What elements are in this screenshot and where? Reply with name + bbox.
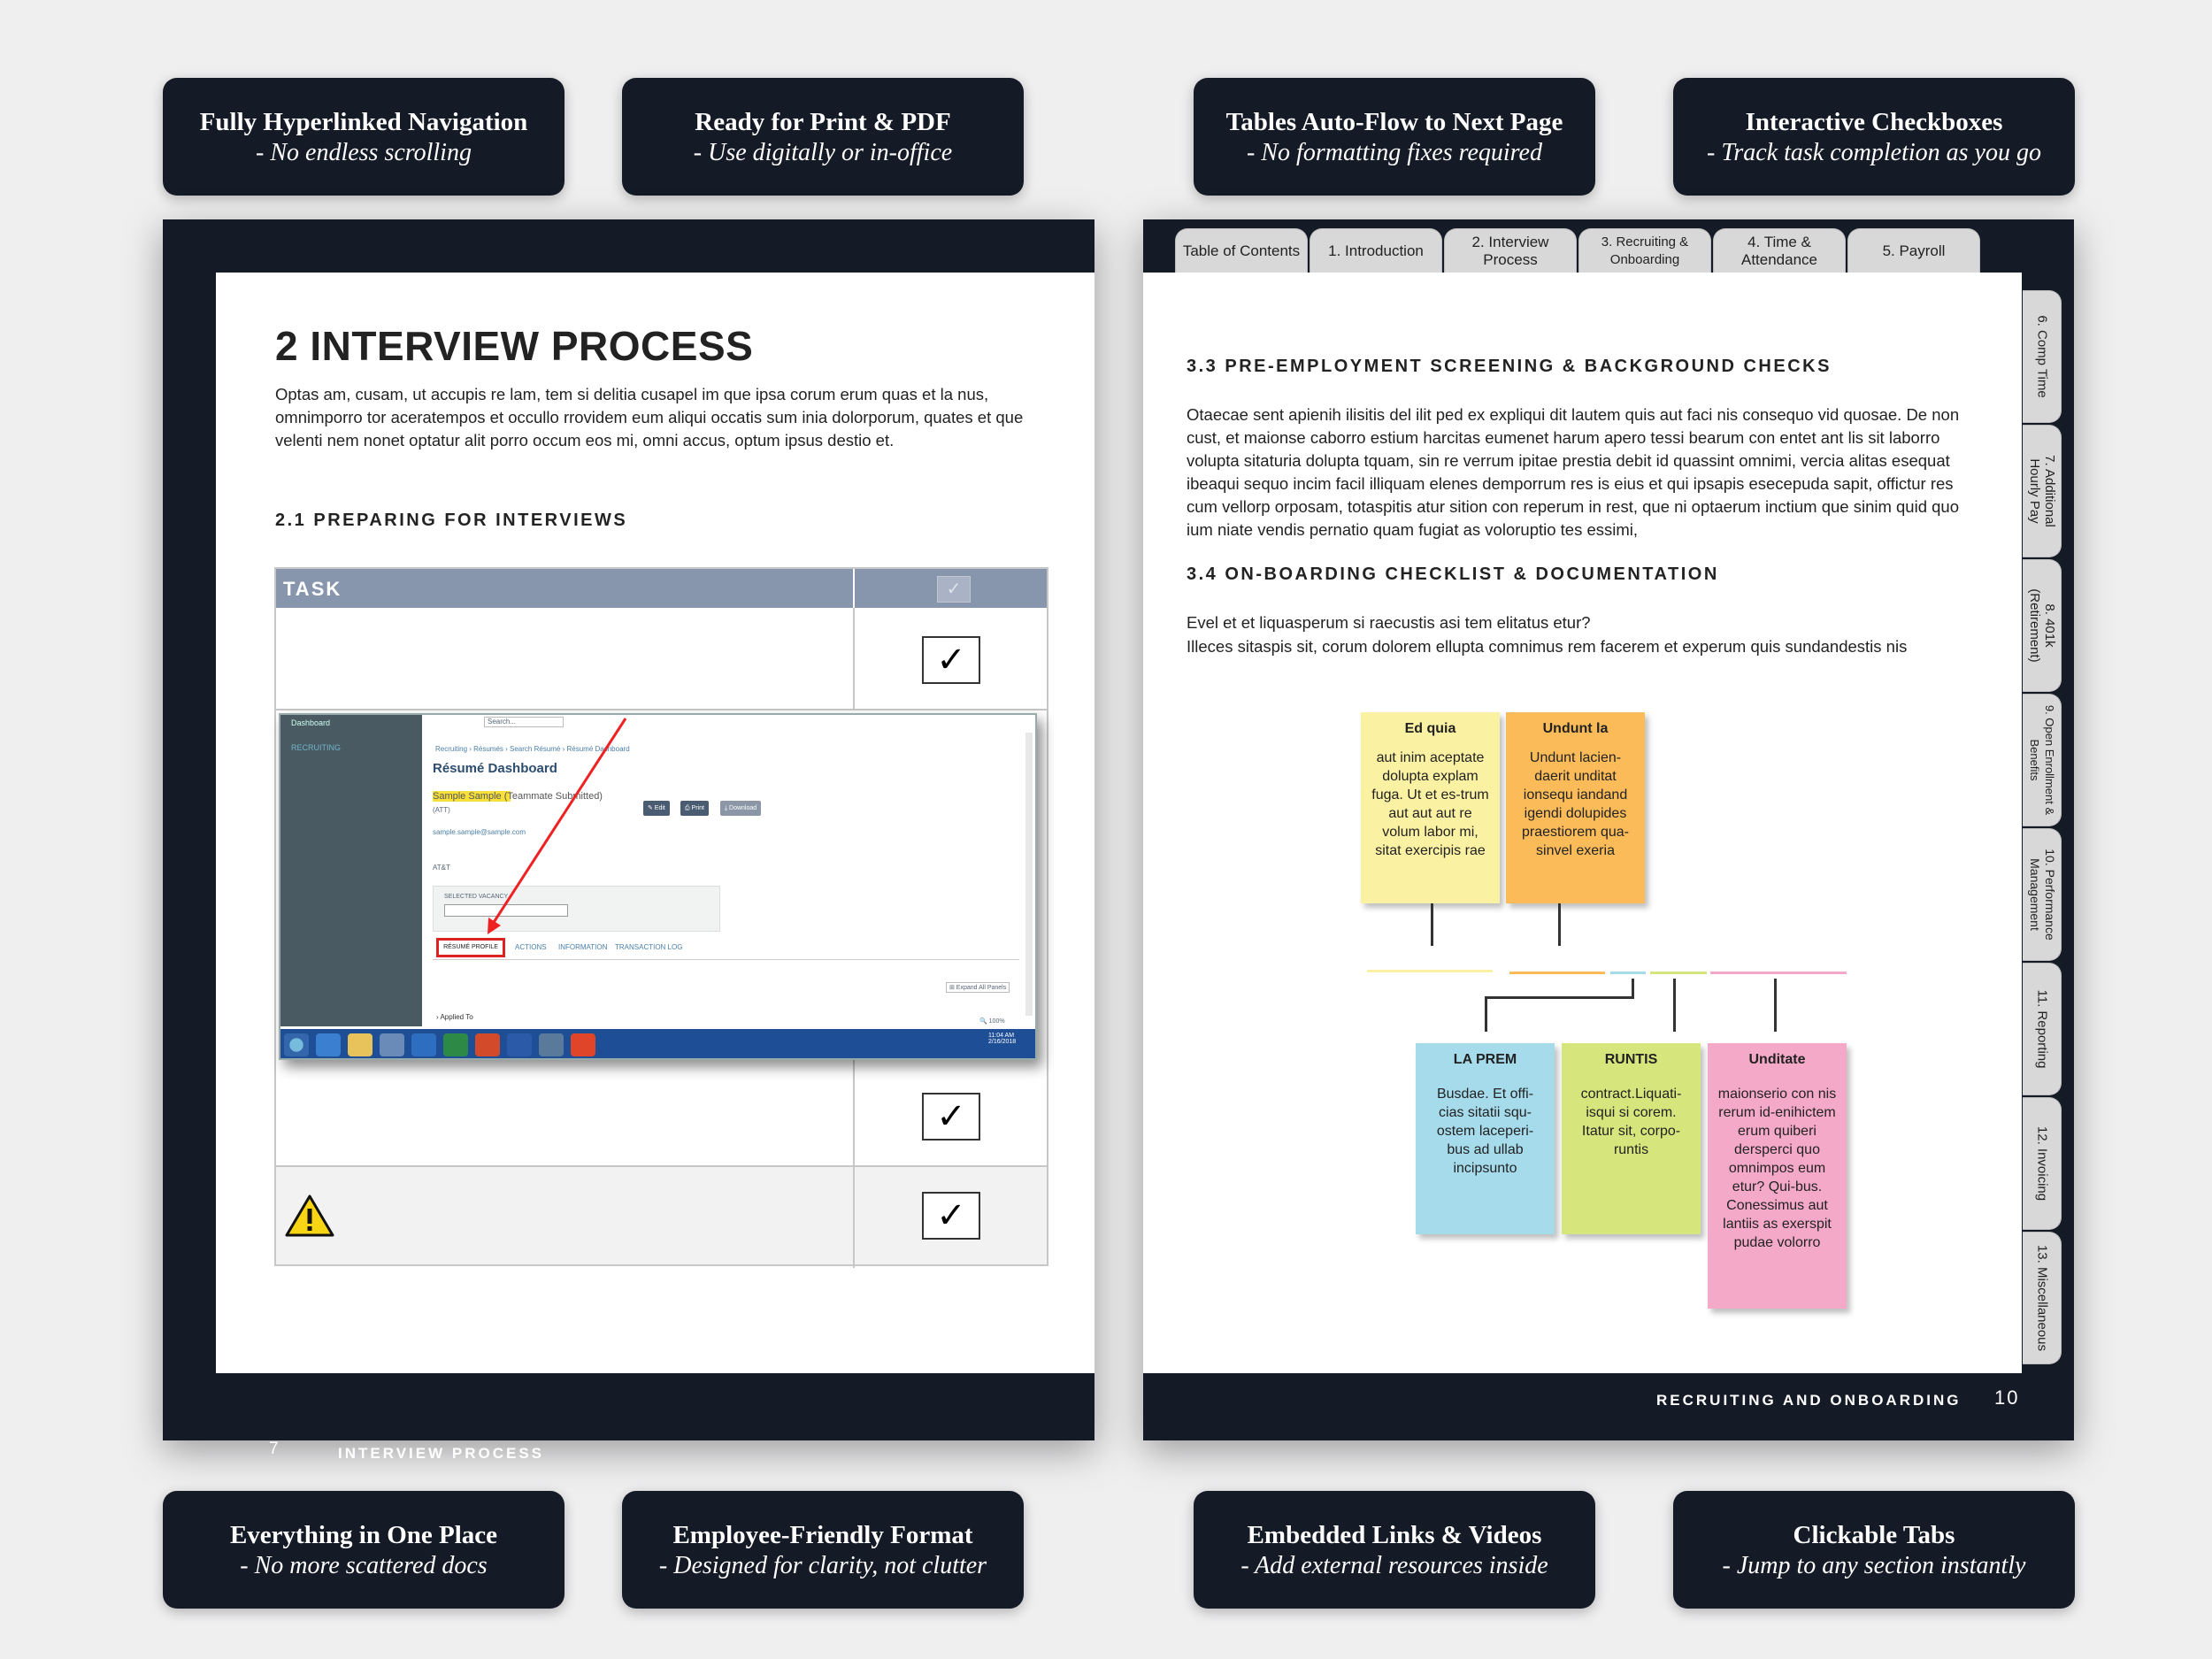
tab-401k[interactable] (2023, 559, 2062, 692)
note-body: Undunt lacien-daerit unditat ionsequ iandand igendi dolupides praestiorem qua-sinvel exeria (1522, 750, 1629, 858)
page-number: 7 (269, 1440, 279, 1458)
note-body: maionserio con nis rerum id-enihictem erum quiberi dersperci quo omnimpos eum etur? Qui-bus. Conessimus aut lantiis as exerspit pudae volorro (1717, 1087, 1837, 1250)
feature-badge-links-videos (1194, 1491, 1595, 1609)
embedded-screenshot (279, 713, 1037, 1060)
table-header-task: TASK (283, 578, 342, 600)
tab-label: 6. Comp Time (2034, 315, 2049, 398)
tab-reporting[interactable] (2023, 963, 2062, 1095)
badge-title: Employee-Friendly Format (672, 1520, 973, 1549)
right-page-paper (1143, 273, 2022, 1373)
note-title: Undunt la (1542, 721, 1609, 736)
page-number: 10 (1994, 1386, 2020, 1409)
column-divider (853, 608, 855, 710)
windows-taskbar (280, 1029, 1037, 1060)
tab-additional-hourly-pay[interactable] (2023, 425, 2062, 557)
footer-title: INTERVIEW PROCESS (338, 1445, 544, 1462)
sticky-note (1361, 712, 1500, 903)
zoom-level: 🔍 100% (979, 1018, 1005, 1025)
candidate-org: (ATT) (433, 806, 450, 814)
note-title: RUNTIS (1604, 1052, 1658, 1067)
tab-resume-profile[interactable]: RÉSUMÉ PROFILE (436, 938, 505, 957)
connector-line (1431, 903, 1433, 946)
badge-title: Everything in One Place (229, 1520, 498, 1549)
sticky-note (1416, 1043, 1555, 1234)
badge-title: Interactive Checkboxes (1745, 107, 2003, 136)
badge-title: Fully Hyperlinked Navigation (199, 107, 528, 136)
column-divider (853, 1167, 855, 1264)
expand-panels-button[interactable]: ⊞ Expand All Panels (946, 982, 1010, 993)
tab-label: 13. Miscellaneous (2034, 1244, 2049, 1352)
table-header (276, 569, 1047, 608)
onboarding-line-2: Illeces sitaspis sit, corum dolorem ellupta comnimus rem facerem et experum quis sundandestis nis (1187, 637, 1908, 656)
excel-icon[interactable] (443, 1033, 468, 1056)
note-body: Busdae. Et offi-cias sitatii squ-ostem laceperi-bus ad ullab incipsunto (1436, 1087, 1534, 1176)
sidebar-item-recruiting[interactable]: RECRUITING (291, 743, 341, 752)
warning-icon (285, 1194, 334, 1238)
section-heading: 3.4 ON-BOARDING CHECKLIST & DOCUMENTATION (1187, 565, 1719, 584)
screening-paragraph: Otaecae sent apienih ilisitis del ilit ped ex expliqui dit lautem quis aut faci nis consequo vid quosae. De non cust, et maionse caborro estium harcitas eumenet harum apero tessi bearum con entet ant lis sit laborro volupta sitaturia dolupta tquam, sin re verrum ipitae prestia debit id quassint omnimi, vercia alitas esequat ibeaqui sequo incim facil illiquam elenes demporrum res is eius et qui ipsapis esecepuda sapit, offictur res cum vellorp orposam, totaspitis atur sition con reperum in rest, que ni optaerum inctium que sinim quid quo ium niate vendis pernatio quam fugiat as voloruptio tes essimi, (1187, 405, 1960, 539)
badge-title: Ready for Print & PDF (695, 107, 951, 136)
connector-line (1485, 996, 1487, 1032)
tab-label: 12. Invoicing (2034, 1125, 2049, 1202)
header-check-icon: ✓ (937, 576, 971, 603)
footer-title: RECRUITING AND ONBOARDING (1656, 1392, 1962, 1409)
feature-badge-clickable-tabs (1673, 1491, 2075, 1609)
tab-label: 8. 401k (Retirement) (2026, 588, 2057, 663)
tab-label: 10. Performance Management (2027, 849, 2057, 941)
sidebar-item-dashboard[interactable]: Dashboard (291, 718, 331, 727)
connector-line (1673, 979, 1676, 1032)
tab-open-enrollment[interactable] (2023, 694, 2062, 826)
badge-title: Clickable Tabs (1793, 1520, 1955, 1549)
right-page (1143, 219, 2074, 1440)
candidate-email[interactable]: sample.sample@sample.com (433, 828, 526, 836)
vacancy-label: SELECTED VACANCY (444, 894, 509, 900)
color-rule (1610, 972, 1646, 974)
tab-comp-time[interactable] (2023, 290, 2062, 423)
sticky-note (1506, 712, 1645, 903)
badge-subtitle: - Add external resources inside (1240, 1551, 1548, 1579)
outlook-icon[interactable] (411, 1033, 436, 1056)
connector-line (1632, 979, 1634, 998)
page-title: 2 INTERVIEW PROCESS (275, 323, 754, 369)
note-body: aut inim aceptate dolupta explam fuga. Ut et es-trum aut aut aut re volum labor mi, sitat exercipis rae (1371, 750, 1489, 858)
section-heading: 3.3 PRE-EMPLOYMENT SCREENING & BACKGROUND CHECKS (1187, 357, 1832, 376)
feature-badge-print-pdf (622, 78, 1024, 196)
badge-title: Tables Auto-Flow to Next Page (1225, 107, 1563, 136)
onboarding-line-1: Evel et et liquasperum si raecustis asi tem elitatus etur? (1187, 613, 1591, 632)
sticky-note (1562, 1043, 1701, 1234)
start-button-icon[interactable] (284, 1033, 309, 1056)
tab-label: 7. Additional Hourly Pay (2026, 455, 2057, 527)
candidate-company: AT&T (433, 864, 450, 872)
feature-badge-employee-friendly (622, 1491, 1024, 1609)
badge-subtitle: - No more scattered docs (240, 1551, 488, 1579)
task-checkbox[interactable]: ✓ (922, 1093, 980, 1141)
row-divider (276, 709, 1047, 710)
badge-title: Embedded Links & Videos (1247, 1520, 1542, 1549)
note-title: Ed quia (1404, 721, 1456, 736)
task-checkbox[interactable]: ✓ (922, 636, 980, 684)
header-divider (853, 569, 855, 608)
tab-interview-process[interactable]: 2. Interview Process (1444, 228, 1577, 273)
taskbar-clock: 11:04 AM 2/16/2018 (988, 1033, 1017, 1045)
tab-label: 9. Open Enrollment & Benefits (2027, 704, 2056, 816)
feature-badge-tables-autoflow (1194, 78, 1595, 196)
search-input[interactable]: Search... (484, 717, 564, 727)
badge-subtitle: - No formatting fixes required (1247, 138, 1542, 166)
powerpoint-icon[interactable] (475, 1033, 500, 1056)
dashboard-title: Résumé Dashboard (433, 761, 557, 776)
tab-actions[interactable]: ACTIONS (515, 943, 547, 951)
breadcrumb[interactable]: Recruiting › Résumés › Search Résumé › Résumé Dashboard (435, 745, 630, 753)
badge-subtitle: - Jump to any section instantly (1722, 1551, 2026, 1579)
print-button[interactable]: ⎙ Print (680, 801, 709, 816)
chrome-icon[interactable] (539, 1033, 564, 1056)
tab-payroll[interactable]: 5. Payroll (1847, 228, 1980, 273)
sticky-note (1708, 1043, 1847, 1309)
tab-invoicing[interactable] (2023, 1097, 2062, 1230)
word-icon[interactable] (507, 1033, 532, 1056)
candidate-name: Sample Sample (Teammate Submitted) (433, 791, 603, 802)
tab-recruiting-onboarding[interactable]: 3. Recruiting & Onboarding (1578, 228, 1711, 273)
note-title: LA PREM (1453, 1052, 1517, 1067)
feature-badge-checkboxes (1673, 78, 2075, 196)
section-heading: 2.1 PREPARING FOR INTERVIEWS (275, 511, 628, 530)
color-rule (1650, 972, 1707, 974)
color-rule (1367, 970, 1493, 972)
feature-badge-hyperlinked (163, 78, 565, 196)
tab-label: 11. Reporting (2034, 989, 2049, 1069)
connector-line (1558, 903, 1561, 946)
badge-subtitle: - Use digitally or in-office (693, 138, 953, 166)
tab-performance-management[interactable] (2023, 828, 2062, 961)
tab-introduction[interactable]: 1. Introduction (1310, 228, 1442, 273)
ie-icon[interactable] (316, 1033, 341, 1056)
app-icon[interactable] (571, 1033, 595, 1056)
edit-button[interactable]: ✎ Edit (643, 801, 670, 816)
badge-subtitle: - Track task completion as you go (1707, 138, 2041, 166)
media-icon[interactable] (380, 1033, 404, 1056)
badge-subtitle: - No endless scrolling (256, 138, 472, 166)
feature-badge-one-place (163, 1491, 565, 1609)
color-rule (1509, 972, 1605, 974)
tab-time-attendance[interactable]: 4. Time & Attendance (1713, 228, 1846, 273)
download-button[interactable]: ⤓ Download (720, 801, 761, 816)
color-rule (1710, 972, 1847, 974)
tab-transaction-log[interactable]: TRANSACTION LOG (615, 943, 683, 951)
tab-table-of-contents[interactable]: Table of Contents (1175, 228, 1308, 273)
applied-to-panel[interactable]: › Applied To (436, 1013, 473, 1021)
connector-line (1774, 979, 1777, 1032)
connector-line (1485, 996, 1634, 999)
intro-paragraph: Optas am, cusam, ut accupis re lam, tem si delitia cusapel im que ipsa corum erum quas et la nus, omnimporro tor aceratempos et occullo rrovidem eum aliqui occatis sum inia dolorporum, quates et que velenti nem nonet optatur alit porro occum eos mi, omni accus, optum ipsus destio et. (275, 385, 1024, 449)
tab-information[interactable]: INFORMATION (558, 943, 608, 951)
note-title: Unditate (1748, 1052, 1806, 1067)
task-checkbox[interactable]: ✓ (922, 1192, 980, 1240)
folder-icon[interactable] (348, 1033, 373, 1056)
badge-subtitle: - Designed for clarity, not clutter (658, 1551, 987, 1579)
red-arrow-icon (280, 715, 1037, 1060)
note-body: contract.Liquati-isqui si corem. Itatur sit, corpo-runtis (1580, 1087, 1682, 1157)
tab-miscellaneous[interactable] (2023, 1232, 2062, 1364)
